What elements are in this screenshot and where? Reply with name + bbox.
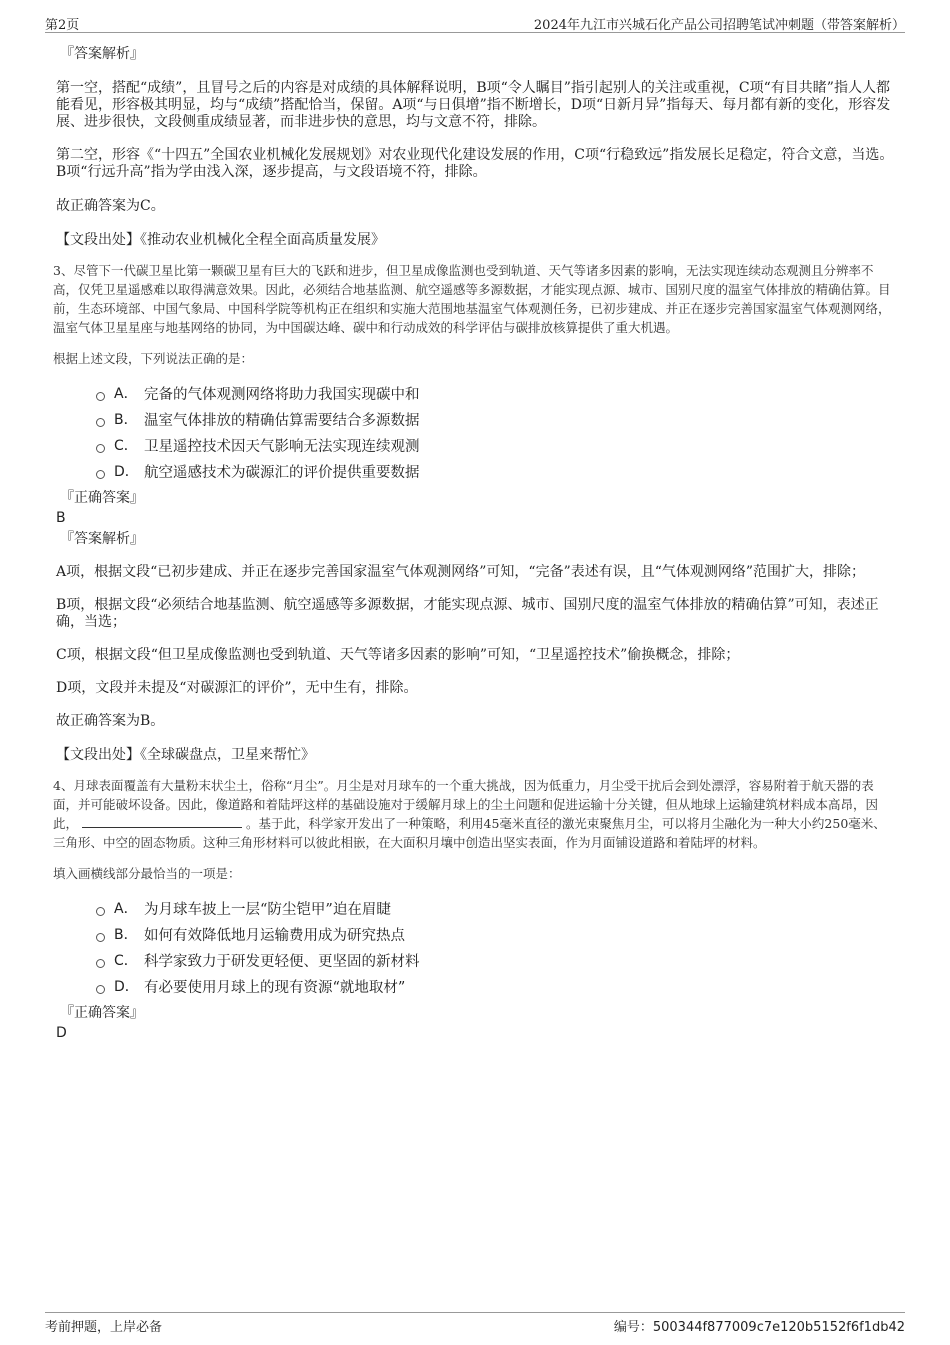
radio-icon[interactable] xyxy=(96,418,105,427)
analysis-heading: 『答案解析』 xyxy=(60,531,144,547)
correct-answer: B xyxy=(56,510,66,526)
analysis-paragraph: B项，根据文段“必须结合地基监测、航空遥感等多源数据，才能实现点源、城市、国别尺度的温室气体排放的精确估算”可知，表述正确，当选； xyxy=(56,597,879,630)
radio-icon[interactable] xyxy=(96,444,105,453)
page-content xyxy=(53,46,896,1042)
radio-icon[interactable] xyxy=(96,907,105,916)
option-d[interactable]: D． 有必要使用月球上的现有资源“就地取材” xyxy=(96,973,896,999)
question-passage: 3、尽管下一代碳卫星比第一颗碳卫星有巨大的飞跃和进步，但卫星成像监测也受到轨道、天气等诸多因素的影响，无法实现连续动态观测且分辨率不高，仅凭卫星遥感难以取得满意效果。因此，必须结合地基监测、航空遥感等多源数据，才能实现点源、城市、国别尺度的温室气体排放的精确估算。目前，生态环境部、中国气象局、中国科学院等机构正在组织和实施大范围地基温室气体观测任务，已初步建成、并正在逐步完善国家温室气体观测网络，温室气体卫星星座与地基网络的协同，为中国碳达峰、碳中和行动成效的科学评估与碳排放核算提供了重大机遇。 xyxy=(53,263,891,335)
page-footer xyxy=(45,1312,905,1333)
correct-answer: D xyxy=(56,1025,67,1041)
question-prompt: 根据上述文段，下列说法正确的是： xyxy=(53,351,254,366)
analysis-paragraph: C项，根据文段“但卫星成像监测也受到轨道、天气等诸多因素的影响”可知，“卫星遥控技术”偷换概念，排除； xyxy=(56,647,740,663)
option-c[interactable]: C． 科学家致力于研发更轻便、更坚固的新材料 xyxy=(96,947,896,973)
document-title: 2024年九江市兴城石化产品公司招聘笔试冲刺题（带答案解析） xyxy=(533,18,905,33)
option-d[interactable]: D． 航空遥感技术为碳源汇的评价提供重要数据 xyxy=(96,458,896,484)
question-prompt: 填入画横线部分最恰当的一项是： xyxy=(53,866,241,881)
answer-conclusion: 故正确答案为B。 xyxy=(56,713,165,729)
radio-icon[interactable] xyxy=(96,959,105,968)
option-b[interactable]: B． 如何有效降低地月运输费用成为研究热点 xyxy=(96,921,896,947)
radio-icon[interactable] xyxy=(96,933,105,942)
analysis-paragraph: A项，根据文段“已初步建成、并正在逐步完善国家温室气体观测网络”可知，“完备”表述有误，且“气体观测网络”范围扩大，排除； xyxy=(56,564,866,580)
correct-answer-heading: 『正确答案』 xyxy=(60,1005,144,1021)
option-a[interactable]: A． 完备的气体观测网络将助力我国实现碳中和 xyxy=(96,380,896,406)
page-header xyxy=(45,14,905,33)
answer-conclusion: 故正确答案为C。 xyxy=(56,198,165,214)
radio-icon[interactable] xyxy=(96,470,105,479)
footer-slogan: 考前押题，上岸必备 xyxy=(45,1320,163,1335)
option-list xyxy=(96,380,896,484)
option-b[interactable]: B． 温室气体排放的精确估算需要结合多源数据 xyxy=(96,406,896,432)
source-citation: 【文段出处】《全球碳盘点，卫星来帮忙》 xyxy=(56,747,315,763)
option-c[interactable]: C． 卫星遥控技术因天气影响无法实现连续观测 xyxy=(96,432,896,458)
correct-answer-heading: 『正确答案』 xyxy=(60,490,144,506)
page-number: 第2页 xyxy=(45,18,80,33)
question-passage: 4、月球表面覆盖有大量粉末状尘土，俗称“月尘”。月尘是对月球车的一个重大挑战，因为低重力，月尘受干扰后会到处漂浮，容易附着于航天器的表面，并可能破坏设备。因此，像道路和着陆坪这样的基础设施对于缓解月球上的尘土问题和促进运输十分关键，但从地球上运输建筑材料成本高昂，因此， 。基于此，科学家开发出了一种策略，利用45毫米直径的激光束聚焦月尘，可以将月尘融化为一种大小约250毫米、三角形、中空的固态物质。这种三角形材料可以彼此相嵌，在大面积月壤中创造出坚实表面，作为月面铺设道路和着陆坪的材料。 xyxy=(53,778,886,850)
option-list xyxy=(96,895,896,999)
analysis-paragraph: 第二空，形容《“十四五”全国农业机械化发展规划》对农业现代化建设发展的作用，C项“行稳致远”指发展长足稳定，符合文意，当选。B项“行远升高”指为学由浅入深，逐步提高，与文段语境不符，排除。 xyxy=(56,147,894,180)
analysis-paragraph: 第一空，搭配“成绩”，且冒号之后的内容是对成绩的具体解释说明，B项“令人瞩目”指引起别人的关注或重视，C项“有目共睹”指人人都能看见，形容极其明显，均与“成绩”搭配恰当，保留。A项“与日俱增”指不断增长，D项“日新月异”指每天、每月都有新的变化，形容发展、进步很快，文段侧重成绩显著，而非进步快的意思，均与文意不符，排除。 xyxy=(56,80,891,130)
analysis-heading: 『答案解析』 xyxy=(60,46,144,62)
analysis-paragraph: D项，文段并未提及“对碳源汇的评价”，无中生有，排除。 xyxy=(56,680,418,696)
fill-blank xyxy=(82,815,242,828)
source-citation: 【文段出处】《推动农业机械化全程全面高质量发展》 xyxy=(56,232,385,248)
document-code: 编号：500344f877009c7e120b5152f6f1db42 xyxy=(613,1320,905,1335)
option-a[interactable]: A． 为月球车披上一层“防尘铠甲”迫在眉睫 xyxy=(96,895,896,921)
radio-icon[interactable] xyxy=(96,392,105,401)
radio-icon[interactable] xyxy=(96,985,105,994)
